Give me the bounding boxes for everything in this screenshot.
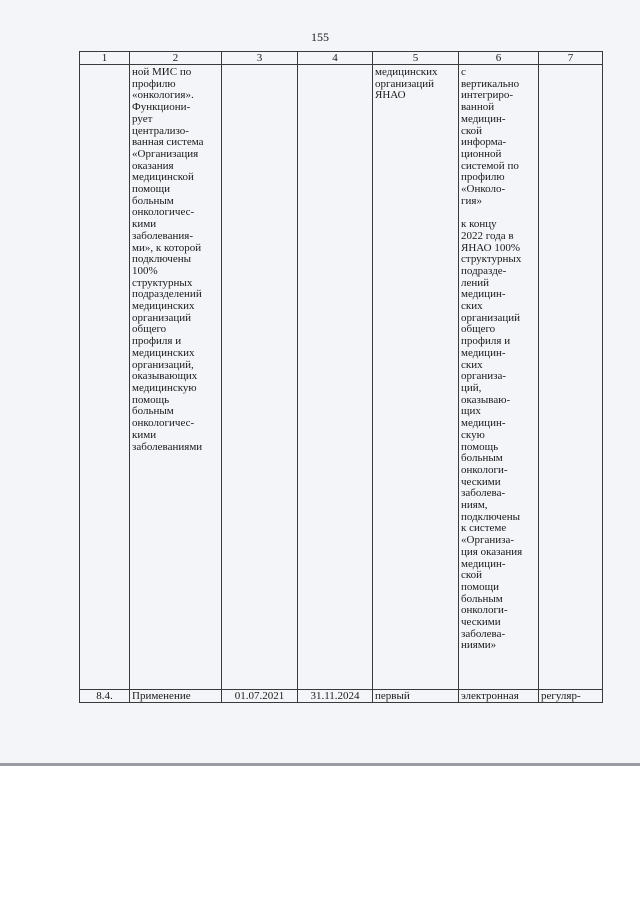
column-header: 7 — [539, 52, 603, 65]
column-header: 5 — [373, 52, 459, 65]
table-cell — [222, 65, 298, 690]
column-header: 6 — [459, 52, 539, 65]
table-row — [80, 65, 603, 690]
start-date: 01.07.2021 — [222, 690, 298, 703]
table-row — [80, 690, 603, 703]
column-header: 3 — [222, 52, 298, 65]
scan-edge — [0, 763, 640, 766]
data-table — [79, 51, 603, 703]
table-cell: ной МИС по профилю «онкология». Функциони- рует централизо- ванная система «Организация оказания медицинской помощи больным онкологичес- кими заболевания- ми», к которой подключены 100% структурных подразделений медицинских организаций общего профиля и медицинских организаций, оказывающих медицинскую помощь больным онкологичес- кими заболеваниями — [130, 65, 222, 690]
table-cell: электронная — [459, 690, 539, 703]
column-header: 4 — [298, 52, 373, 65]
table-cell: регуляр- — [539, 690, 603, 703]
table-cell — [298, 65, 373, 690]
table-cell — [539, 65, 603, 690]
table-cell: с вертикально интегриро- ванной медицин- ской информа- ционной системой по профилю «Онколо- гия» к концу 2022 года в ЯНАО 100% структурных подразде- лений медицин- ских организаций общего профиля и медицин- ских организа- ций, оказываю- щих медицин- скую помощь больным онкологи- ческими заболева- ниям, подключены к системе «Организа- ция оказания медицин- ской помощи больным онкологи- ческими заболева- ниями» — [459, 65, 539, 690]
header-row — [80, 52, 603, 65]
end-date: 31.11.2024 — [298, 690, 373, 703]
page-number: 155 — [311, 30, 329, 44]
table-cell — [80, 65, 130, 690]
table-cell: первый — [373, 690, 459, 703]
column-header: 2 — [130, 52, 222, 65]
table-cell: Применение — [130, 690, 222, 703]
column-header: 1 — [80, 52, 130, 65]
row-number: 8.4. — [80, 690, 130, 703]
table-cell: медицинских организаций ЯНАО — [373, 65, 459, 690]
